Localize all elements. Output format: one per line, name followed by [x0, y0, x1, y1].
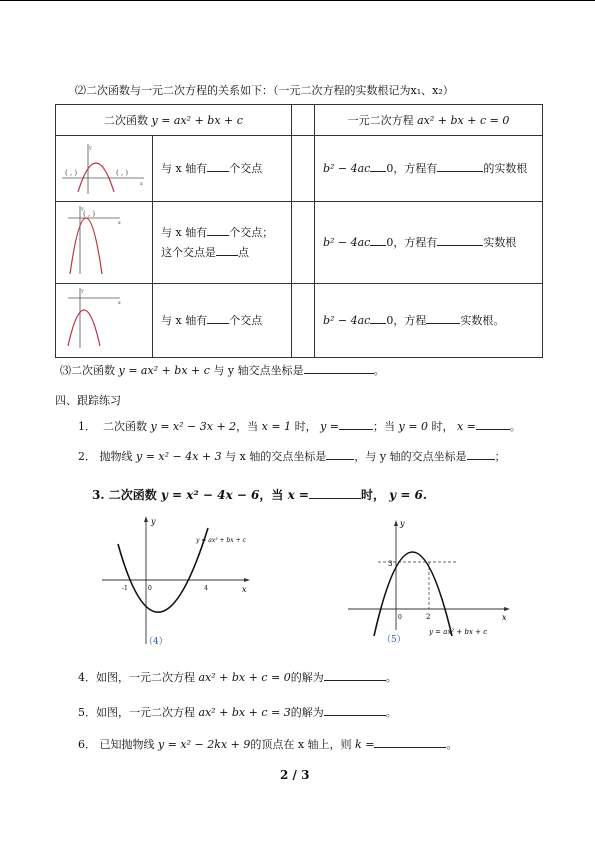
- y-tick-3: 3: [388, 560, 393, 568]
- spacer-cell: [291, 136, 314, 202]
- y-axis-arrow: [394, 520, 398, 526]
- y-axis-label: y: [400, 519, 405, 528]
- equation-cell: b² − 4ac 0，方程有 实数根: [314, 202, 542, 284]
- section3: ⑶二次函数 y = ax² + bx + c 与 y 轴交点坐标是 。: [60, 364, 385, 377]
- figure-5-graph: [344, 516, 516, 648]
- x-tick-2: 2: [426, 613, 431, 621]
- svg-text:x: x: [118, 220, 121, 226]
- spacer-cell: [291, 105, 314, 136]
- blank[interactable]: [309, 488, 361, 499]
- question-6: 6． 已知抛物线 y = x² − 2kx + 9的顶点在 x 轴上，则 k = 。: [78, 738, 458, 751]
- parabola-curve: [374, 552, 452, 636]
- svg-text:y: y: [81, 206, 84, 212]
- svg-text:x: x: [140, 181, 143, 187]
- blank[interactable]: [476, 419, 510, 430]
- blank[interactable]: [339, 419, 373, 430]
- description-cell: 与 x 轴有 个交点: [153, 136, 292, 202]
- blank[interactable]: [324, 670, 386, 681]
- question-3: 3. 二次函数 y = x² − 4x − 6，当 x = 时， y = 6.: [92, 488, 428, 502]
- header-rule: [0, 0, 595, 1]
- blank[interactable]: [326, 449, 354, 460]
- blank[interactable]: [370, 161, 386, 172]
- x-tick-right: 4: [204, 585, 208, 592]
- svg-text:( , ): ( , ): [65, 169, 78, 177]
- figure-caption: （4）: [144, 637, 168, 647]
- header-left: 二次函数 y = ax² + bx + c: [56, 105, 292, 136]
- blank[interactable]: [467, 449, 495, 460]
- blank[interactable]: [437, 161, 483, 172]
- x-axis-arrow: [504, 607, 510, 611]
- question-1: 1． 二次函数 y = x² − 3x + 2，当 x = 1 时， y = ；当 y = 0 时， x = 。: [78, 420, 521, 433]
- blank[interactable]: [304, 363, 374, 374]
- blank[interactable]: [437, 235, 483, 246]
- section-heading: 四、跟踪练习: [55, 394, 121, 407]
- section2-intro: ⑵二次函数与一元二次方程的关系如下：（一元二次方程的实数根记为x₁、x₂）: [75, 84, 454, 97]
- graph-cell: [56, 284, 153, 358]
- table-row: [56, 136, 543, 202]
- origin-label: 0: [148, 585, 152, 592]
- header-right: 一元二次方程 ax² + bx + c = 0: [314, 105, 542, 136]
- y-axis-arrow: [144, 516, 148, 522]
- svg-text:x: x: [118, 300, 121, 306]
- blank[interactable]: [216, 245, 238, 256]
- svg-text:y: y: [81, 288, 84, 294]
- question-2: 2． 抛物线 y = x² − 4x + 3 与 x 轴的交点坐标是 ，与 y 轴的交点坐标是 ；: [78, 450, 506, 463]
- graph-cell: [56, 202, 153, 284]
- graph-cell: [56, 136, 153, 202]
- blank[interactable]: [374, 737, 446, 748]
- equation-cell: b² − 4ac 0，方程 实数根。: [314, 284, 542, 358]
- origin-label: 0: [398, 614, 402, 621]
- x-axis-arrow: [244, 578, 250, 582]
- blank[interactable]: [370, 235, 386, 246]
- parabola-no-root-graph: [56, 284, 152, 354]
- question-4: 4．如图，一元二次方程 ax² + bx + c = 0的解为 。: [78, 671, 397, 684]
- parabola-one-root-graph: [56, 202, 152, 280]
- spacer-cell: [291, 202, 314, 284]
- roots-notation: x₁、x₂）: [410, 84, 454, 97]
- x-axis-label: x: [242, 585, 247, 594]
- blank[interactable]: [207, 161, 229, 172]
- parabola-two-roots-graph: [56, 136, 152, 198]
- description-cell: 与 x 轴有 个交点: [153, 284, 292, 358]
- relationship-table: [55, 104, 543, 358]
- x-axis-label: x: [502, 613, 507, 622]
- svg-text:( , ): ( , ): [83, 210, 96, 218]
- table-row: [56, 202, 543, 284]
- curve-label: y = ax² + bx + c: [196, 537, 246, 544]
- page-number: 2 / 3: [280, 768, 310, 782]
- table-row: [56, 284, 543, 358]
- blank[interactable]: [324, 705, 386, 716]
- figure-caption: （5）: [382, 635, 406, 645]
- blank[interactable]: [370, 313, 386, 324]
- svg-text:y: y: [89, 145, 92, 151]
- description-cell: 与 x 轴有 个交点； 这个交点是 点: [153, 202, 292, 284]
- blank[interactable]: [207, 225, 229, 236]
- curve-label: y = ax² + bx + c: [429, 628, 488, 636]
- blank[interactable]: [426, 313, 460, 324]
- spacer-cell: [291, 284, 314, 358]
- x-tick-left: -1: [122, 585, 128, 592]
- parabola-curve: [118, 528, 208, 612]
- table-header-row: [56, 105, 543, 136]
- figure-4-graph: [96, 512, 256, 648]
- blank[interactable]: [207, 313, 229, 324]
- y-axis-label: y: [151, 517, 156, 526]
- equation-cell: b² − 4ac 0，方程有 的实数根: [314, 136, 542, 202]
- svg-text:( , ): ( , ): [116, 169, 129, 177]
- question-5: 5．如图，一元二次方程 ax² + bx + c = 3的解为 。: [78, 706, 397, 719]
